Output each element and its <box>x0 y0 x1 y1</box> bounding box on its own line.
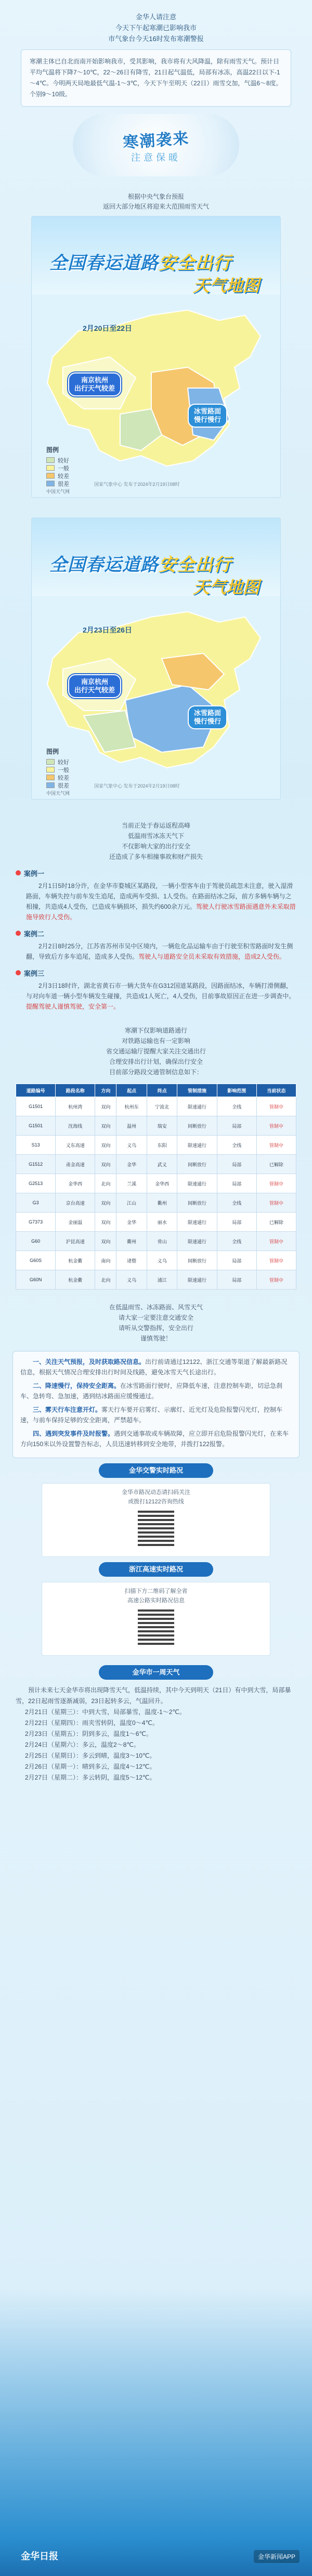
case-dot-icon <box>16 970 21 975</box>
bubble-south: 南京杭州 出行天气较差 <box>68 674 121 698</box>
tips-intro-line: 在低温雨雪、冰冻路面、风雪天气 <box>109 1304 203 1311</box>
table-cell: 双向 <box>95 1136 116 1155</box>
table-intro-line: 对铁路运输也有一定影响 <box>121 1037 190 1045</box>
col-header: 影响范围 <box>217 1084 256 1097</box>
case-tag: 案例二 <box>16 928 296 939</box>
table-cell: 管制中 <box>256 1116 296 1136</box>
map-legend <box>46 445 69 487</box>
table-cell: 局部 <box>217 1155 256 1174</box>
legend-item: 较好 <box>46 456 69 464</box>
table-cell: 全线 <box>217 1232 256 1251</box>
newspaper-logo: 金华日报 <box>21 2551 58 2562</box>
legend-title: 图例 <box>46 748 59 755</box>
forecast-day: 2月23日（星期五）：阴到多云，温度1～6℃。 <box>25 1730 152 1737</box>
table-cell: 义乌 <box>116 1136 147 1155</box>
table-cell: 管制中 <box>256 1097 296 1116</box>
table-row <box>16 1097 296 1116</box>
table-cell: 杭州东 <box>116 1097 147 1116</box>
table-cell: 管制中 <box>256 1174 296 1193</box>
zhejiang-highway-button[interactable]: 浙江高速实时路况 <box>99 1562 213 1577</box>
table-row <box>16 1116 296 1136</box>
case-dot-icon <box>16 931 21 936</box>
col-header: 当前状态 <box>256 1084 296 1097</box>
table-cell: 管制中 <box>256 1270 296 1290</box>
table-row <box>16 1213 296 1232</box>
road-control-table <box>16 1084 296 1290</box>
alert-line-3: 市气象台今天16时发布寒潮警报 <box>108 35 204 43</box>
table-row <box>16 1136 296 1155</box>
case-1 <box>16 867 296 922</box>
tips-intro <box>0 1302 312 1344</box>
table-cell: 限速通行 <box>177 1213 217 1232</box>
map-legend <box>46 747 69 789</box>
banner-subtitle: 注意保暖 <box>131 152 181 163</box>
tip-item: 二、降速慢行，保持安全距离。在冰雪路面行驶时，应降低车速，注意控制车距，切忌急刹车、急转弯、急加速，遇到结冰路面应缓慢通过。 <box>20 1382 283 1400</box>
alert-line-2: 今天下午起寒潮已影响我市 <box>115 24 197 32</box>
table-cell: 金华 <box>116 1213 147 1232</box>
table-row <box>16 1232 296 1251</box>
case-body: 2月1日5时18分许，在金华市婺城区某路段，一辆小型客车由于驾驶员疏忽未注意，驶入湿滑路面，车辆失控与前车发生追尾，造成两车受损、1人受伤。在路面结冰之际，前方多辆车辆与之相撞，共造成4人受伤，已造成车辆损坏，损失约600余万元。驾驶人行驶冰雪路面遇意外未采取措施导致行人受伤。 <box>26 882 296 921</box>
table-cell: 义乌 <box>147 1251 177 1270</box>
mid-line-4: 还造成了多车相撞事故和财产损失 <box>109 853 203 860</box>
map-org: 中国天气网 <box>46 489 70 494</box>
table-cell: S13 <box>16 1136 56 1155</box>
table-cell: 杭州湾 <box>56 1097 95 1116</box>
table-cell: 局部 <box>217 1270 256 1290</box>
legend-item: 很差 <box>46 480 69 487</box>
col-header: 道路编号 <box>16 1084 56 1097</box>
jinhua-traffic-button[interactable]: 金华交警实时路况 <box>99 1463 213 1478</box>
table-cell: 衢州 <box>147 1193 177 1213</box>
table-row <box>16 1251 296 1270</box>
table-cell: 义东高速 <box>56 1136 95 1155</box>
tip-item: 一、关注天气预报，及时获取路况信息。出行前请通过12122、浙江交通等渠道了解最新路况信息，根据天气情况合理安排出行时间及线路，避免冰雪天气长途出行。 <box>20 1358 288 1376</box>
forecast-day: 2月24日（星期六）：多云，温度2～8℃。 <box>25 1741 140 1748</box>
intro-line-1: 根据中央气象台预报 <box>127 193 184 200</box>
zhejiang-highway-card <box>42 1582 270 1656</box>
table-row <box>16 1193 296 1213</box>
table-cell: 间断放行 <box>177 1116 217 1136</box>
forecast-day: 2月26日（星期一）：晴到多云，温度4～12℃。 <box>25 1763 156 1770</box>
table-cell: 杭金衢 <box>56 1270 95 1290</box>
table-cell: 瑞安 <box>147 1116 177 1136</box>
card-text: 金华市路况动态请扫码关注 或拨打12122咨询热线 <box>122 1489 190 1505</box>
table-cell: 已解除 <box>256 1155 296 1174</box>
table-header-row <box>16 1084 296 1097</box>
table-cell: 诸暨 <box>116 1251 147 1270</box>
legend-item: 较差 <box>46 774 69 781</box>
col-header: 管制措施 <box>177 1084 217 1097</box>
col-header: 方向 <box>95 1084 116 1097</box>
mid-line-1: 当前正处于春运返程高峰 <box>121 822 190 829</box>
table-cell: 义乌 <box>116 1270 147 1290</box>
case-tag: 案例三 <box>16 967 296 978</box>
map-title-line-1: 全国春运道路安全出行 <box>49 253 231 273</box>
table-intro <box>0 1025 312 1077</box>
intro-line-2: 返回大部分地区将迎来大范围雨雪天气 <box>102 203 209 210</box>
table-cell: G1501 <box>16 1097 56 1116</box>
news-app-link[interactable]: 金华新闻APP <box>254 2550 300 2563</box>
table-cell: 金华西 <box>56 1174 95 1193</box>
qr-code-icon[interactable] <box>138 1510 174 1546</box>
table-cell: 金华西 <box>147 1174 177 1193</box>
table-cell: 武义 <box>147 1155 177 1174</box>
tips-intro-line: 请听从交警指挥，安全出行 <box>118 1324 193 1332</box>
table-cell: 京台高速 <box>56 1193 95 1213</box>
table-cell: 北向 <box>95 1270 116 1290</box>
table-cell: 双向 <box>95 1116 116 1136</box>
weekly-forecast-pill: 金华市一周天气 <box>99 1665 213 1680</box>
table-cell: 管制中 <box>256 1232 296 1251</box>
case-3 <box>16 967 296 1012</box>
forecast-day: 2月25日（星期日）：多云到晴，温度3～10℃。 <box>25 1752 156 1759</box>
table-cell: 限速通行 <box>177 1136 217 1155</box>
legend-item: 很差 <box>46 781 69 789</box>
table-cell: G7373 <box>16 1213 56 1232</box>
table-intro-line: 目前部分路段交通管制信息如下： <box>109 1068 203 1076</box>
case-dot-icon <box>16 870 21 875</box>
forecast-day: 2月27日（星期二）：多云转阴，温度5～12℃。 <box>25 1774 156 1781</box>
table-cell: 丽水 <box>147 1213 177 1232</box>
travel-weather-map-2[interactable] <box>31 518 281 800</box>
table-cell: 浦江 <box>147 1270 177 1290</box>
table-cell: 甬金高速 <box>56 1155 95 1174</box>
weekly-forecast <box>16 1685 296 1783</box>
footer <box>0 2539 312 2576</box>
table-cell: 金丽温 <box>56 1213 95 1232</box>
travel-weather-map-1[interactable] <box>31 216 281 498</box>
table-cell: 已解除 <box>256 1213 296 1232</box>
table-cell: 双向 <box>95 1155 116 1174</box>
tips-intro-line: 谨慎驾驶！ <box>140 1335 172 1342</box>
table-row <box>16 1174 296 1193</box>
legend-item: 一般 <box>46 766 69 774</box>
table-intro-line: 寒潮下仅影响道路通行 <box>124 1027 187 1034</box>
table-cell: 管制中 <box>256 1193 296 1213</box>
table-cell: G1512 <box>16 1155 56 1174</box>
case-highlight: 驾驶人行驶冰雪路面遇意外未采取措施导致行人受伤。 <box>26 903 296 921</box>
table-row <box>16 1155 296 1174</box>
table-cell: 双向 <box>95 1232 116 1251</box>
table-intro-line: 省交通运输厅提醒大家关注交通出行 <box>106 1048 206 1055</box>
intro-text <box>0 192 312 212</box>
table-cell: 金华 <box>116 1155 147 1174</box>
table-cell: 全线 <box>217 1136 256 1155</box>
table-cell: 间断放行 <box>177 1251 217 1270</box>
table-cell: 局部 <box>217 1251 256 1270</box>
forecast-day: 2月22日（星期四）：雨夹雪转阴，温度0～4℃。 <box>25 1719 159 1727</box>
legend-title: 图例 <box>46 446 59 454</box>
jinhua-traffic-card <box>42 1483 270 1557</box>
alert-line-1: 金华人请注意 <box>135 13 176 21</box>
case-tag: 案例一 <box>16 867 296 879</box>
table-cell: 杭金衢 <box>56 1251 95 1270</box>
legend-item: 一般 <box>46 464 69 472</box>
table-cell: G2513 <box>16 1174 56 1193</box>
table-cell: 限速通行 <box>177 1174 217 1193</box>
case-body: 2月2日8时25分，江苏省苏州市吴中区境内，一辆危化品运输车由于行驶至积雪路面时发生侧翻，导致后方多车追尾，造成多人受伤。驾驶人与道路安全员未采取有效措施，造成2人受伤。 <box>26 943 293 960</box>
map-source-note: 国家气象中心 发布于2024年2月19日08时 <box>94 482 180 487</box>
table-cell: G60N <box>16 1270 56 1290</box>
table-cell: G60 <box>16 1232 56 1251</box>
table-cell: 兰溪 <box>116 1174 147 1193</box>
table-cell: 沈海线 <box>56 1116 95 1136</box>
table-cell: 限速通行 <box>177 1232 217 1251</box>
table-cell: G3 <box>16 1193 56 1213</box>
forecast-lead: 预计未来七天金华市将出现降雪天气，低温持续，其中今天到明天（21日）有中到大雪，局部暴雪，22日起雨雪逐渐减弱，23日起转多云，气温回升。 <box>16 1686 291 1705</box>
table-cell: 双向 <box>95 1097 116 1116</box>
table-cell: 限速通行 <box>177 1270 217 1290</box>
legend-item: 较好 <box>46 758 69 766</box>
map-title-line-2: 天气地图 <box>192 276 259 295</box>
tip-item: 三、雾天行车注意开灯。雾天行车要开启雾灯、示廓灯、近光灯及危险报警闪光灯，控制车速，与前车保持足够的安全距离，严禁超车。 <box>20 1406 283 1424</box>
table-cell: 温州 <box>116 1116 147 1136</box>
case-highlight: 提醒驾驶人谨慎驾驶，安全第一。 <box>26 1003 120 1010</box>
table-cell: 全线 <box>217 1193 256 1213</box>
table-cell: 局部 <box>217 1213 256 1232</box>
alert-lines <box>0 0 312 44</box>
bubble-east: 冰雪路面 慢行慢行 <box>188 404 227 428</box>
forecast-day: 2月21日（星期三）：中到大雪，局部暴雪，温度-1～2℃。 <box>25 1708 186 1716</box>
legend-item: 较差 <box>46 472 69 480</box>
case-highlight: 驾驶人与道路安全员未采取有效措施，造成2人受伤。 <box>138 953 285 960</box>
cold-wave-banner <box>73 114 239 176</box>
table-cell: 管制中 <box>256 1136 296 1155</box>
table-row <box>16 1270 296 1290</box>
col-header: 终点 <box>147 1084 177 1097</box>
col-header: 起点 <box>116 1084 147 1097</box>
table-cell: 双向 <box>95 1193 116 1213</box>
map-title-line-1: 全国春运道路安全出行 <box>49 555 231 575</box>
table-cell: 间断放行 <box>177 1193 217 1213</box>
map-date-range: 2月20日至22日 <box>83 324 132 332</box>
table-cell: 衢州 <box>116 1232 147 1251</box>
warning-card <box>21 49 291 107</box>
table-cell: 限速通行 <box>177 1097 217 1116</box>
qr-code-icon[interactable] <box>138 1608 174 1645</box>
table-intro-line: 合理安排出行计划，确保出行安全 <box>109 1058 203 1065</box>
warning-text: 寒潮主体已自北而南开始影响我市，受其影响，我市将有大风降温，除有雨雪天气。预计日平均气温将下降7～10℃，22～26日有降雪，21日起气温低，局部有冰冻，高温22日以下-1～4℃。今明两天局地最低气温-1～3℃，今天下午至明天（22日）雨雪交加，气温6～8度。个别9～10级。 <box>30 58 282 98</box>
table-cell: 东阳 <box>147 1136 177 1155</box>
table-cell: G1501 <box>16 1116 56 1136</box>
table-cell: 沪昆高速 <box>56 1232 95 1251</box>
map-title-line-2: 天气地图 <box>192 578 259 597</box>
mid-text <box>0 820 312 862</box>
table-cell: 北向 <box>95 1174 116 1193</box>
case-2 <box>16 928 296 962</box>
tips-intro-line: 请大家一定要注意交通安全 <box>118 1314 193 1321</box>
table-cell: 间断放行 <box>177 1155 217 1174</box>
table-cell: 局部 <box>217 1116 256 1136</box>
safety-tips-card <box>12 1351 300 1458</box>
map-source-note: 国家气象中心 发布于2024年2月19日08时 <box>94 783 180 789</box>
bubble-south: 南京杭州 出行天气较差 <box>68 372 121 396</box>
banner-title: 寒潮袭来 <box>122 129 190 152</box>
case-body: 2月3日18时许，湖北省黄石市一辆大货车在G312国道某路段，因路面结冰，车辆打滑侧翻，与对向车道一辆小型车辆发生碰撞，共造成1人死亡，4人受伤，目前事故原因正在进一步调查中。提醒驾驶人谨慎驾驶，安全第一。 <box>26 982 295 1010</box>
table-cell: 管制中 <box>256 1251 296 1270</box>
table-cell: 双向 <box>95 1213 116 1232</box>
mid-line-3: 不仅影响大家的出行安全 <box>121 843 190 850</box>
card-text: 扫描下方二维码了解全省 高速公路实时路况信息 <box>124 1588 188 1604</box>
map-org: 中国天气网 <box>46 791 70 796</box>
table-cell: 全线 <box>217 1097 256 1116</box>
table-cell: G60S <box>16 1251 56 1270</box>
table-cell: 局部 <box>217 1174 256 1193</box>
col-header: 路段名称 <box>56 1084 95 1097</box>
tip-item: 四、遇到突发事件及时报警。遇到交通事故或车辆故障，应立即开启危险报警闪光灯，在来车方向150米以外设置警告标志，人员迅速转移到安全地带，并拨打122报警。 <box>20 1430 289 1448</box>
table-cell: 常山 <box>147 1232 177 1251</box>
map-date-range: 2月23日至26日 <box>83 626 132 634</box>
table-cell: 南向 <box>95 1251 116 1270</box>
mid-line-2: 低温雨雪冰冻天气下 <box>127 832 184 840</box>
table-cell: 宁波北 <box>147 1097 177 1116</box>
bubble-east: 冰雪路面 慢行慢行 <box>188 705 227 729</box>
table-cell: 江山 <box>116 1193 147 1213</box>
